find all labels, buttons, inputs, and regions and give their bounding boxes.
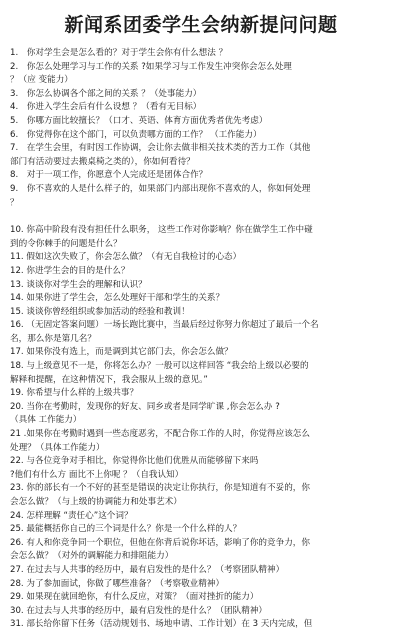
question-line: 到的令你棘手的问题是什么？	[10, 238, 122, 249]
question-line: ？（应 变能力）	[10, 75, 73, 86]
question-line: 6. 你觉得你在这个部门，可以负责哪方面的工作？ （工作能力）	[10, 129, 262, 140]
question-line: 12. 你进学生会的目的是什么？	[10, 265, 130, 276]
question-line: 19. 你希望与什么样的上级共事？	[10, 388, 139, 399]
question-line: 5. 你哪方面比较擅长？（口才、英语、体育方面优秀者优先考虑）	[10, 115, 268, 126]
question-line: 15. 谈谈你曾经组织或参加活动的经验和教训！	[10, 306, 190, 317]
question-line: 28. 为了参加面试，你做了哪些准备？（考察敬业精神）	[10, 578, 225, 589]
question-line: 1. 你对学生会是怎么看的？对于学生会你有什么想法 ？	[10, 48, 228, 58]
question-line: 解释和提醒，在这种情况下，我会服从上级的意见。”	[10, 374, 208, 385]
question-line: 9. 你不喜欢的人是什么样子的，如果部门内部出现你不喜欢的人，你如何处理	[10, 183, 311, 194]
question-line: 11. 假如这次失败了，你会怎么做？（有无自我检讨的心态）	[10, 252, 242, 263]
question-line: 17. 如果你没有选上，而是调到其它部门去，你会怎么做？	[10, 347, 233, 358]
question-line: 13. 谈谈你对学生会的理解和认识？	[10, 279, 147, 290]
question-list	[10, 47, 392, 632]
question-line: 23. 你的部长有一个不好的甚至是错误的决定让你执行，你是知道有不妥的，你	[10, 483, 310, 494]
page-title: 新闻系团委学生会纳新提问问题	[64, 14, 338, 36]
question-line: 2. 你怎么处理学习与工作的关系 ?如果学习与工作发生冲突你会怎么处理	[10, 61, 292, 72]
question-line: 26. 有人和你竞争同一个职位，但他在你背后说你坏话，影响了你的竞争力，你	[10, 537, 310, 548]
question-line: 10. 你高中阶段有没有担任什么职务， 这些工作对你影响？你在做学生工作中碰	[10, 225, 313, 236]
question-line: （具体 工作能力）	[10, 415, 82, 426]
question-line: 30. 在过去与人共事的经历中，最有启发性的是什么？（团队精神）	[10, 605, 268, 616]
question-line: 4. 你进入学生会后有什么设想 ？（看有无目标）	[10, 102, 202, 113]
question-line: 7. 在学生会里，有时因工作协调，会让你去做非相关技术类的苦力工作（其他	[10, 143, 311, 154]
question-line: ?他们有什么方 面比不上你呢 ？（自我认知）	[10, 469, 184, 480]
question-line: 29. 如果现在就回绝你，有什么反应，对策？（面对挫折的能力）	[10, 592, 259, 603]
question-line: 18. 与上级意见不一是，你将怎么办？一般可以这样回答 “我会给上级以必要的	[10, 361, 309, 372]
question-line: 24. 怎样理解 “责任心”这个词？	[10, 510, 133, 521]
question-line: 名，那么你是第几名？	[10, 333, 96, 344]
question-line: 部门有活动要过去搬桌椅之类的），你如何看待？	[10, 156, 195, 167]
question-line: 21 .如果你在考勤时遇到一些态度恶劣，不配合你工作的人时，你觉得应该怎么	[10, 429, 310, 440]
question-line: 会怎么做？（对外的调解能力和排阻能力）	[10, 551, 174, 562]
question-line: 3. 你怎么协调各个部之间的关系 ？（处事能力）	[10, 88, 202, 99]
question-line: ？	[10, 197, 19, 208]
question-line: 22. 与各位竞争对手相比，你觉得你比他们优胜从而能够留下来吗	[10, 456, 259, 467]
question-line: 16. （无固定答案问题）一场长跑比赛中，当最后经过你努力你超过了最后一个名	[10, 320, 319, 331]
question-line: 25. 最能概括你自己的三个词是什么？你是一个什么样的人？	[10, 524, 242, 535]
question-line: 处理？（具体工作能力）	[10, 442, 105, 453]
question-line: 27. 在过去与人共事的经历中，最有启发性的是什么？（考察团队精神）	[10, 564, 285, 575]
question-line: 8. 对于一项工作，你愿意个人完成还是团体合作？	[10, 170, 208, 181]
question-line: 会怎么做？（与上级的协调能力和处事艺术）	[10, 497, 182, 507]
question-line: 20. 当你在考勤时，发现你的好友、同乡或者是同学旷课 ,你会怎么办 ?	[10, 401, 280, 412]
question-line: 31. 部长给你留下任务（活动规划书、场地申请、工作计划）在 3 天内完成，但	[10, 619, 313, 630]
question-line: 14. 如果你进了学生会，怎么处理好干部和学生的关系？	[10, 293, 225, 304]
